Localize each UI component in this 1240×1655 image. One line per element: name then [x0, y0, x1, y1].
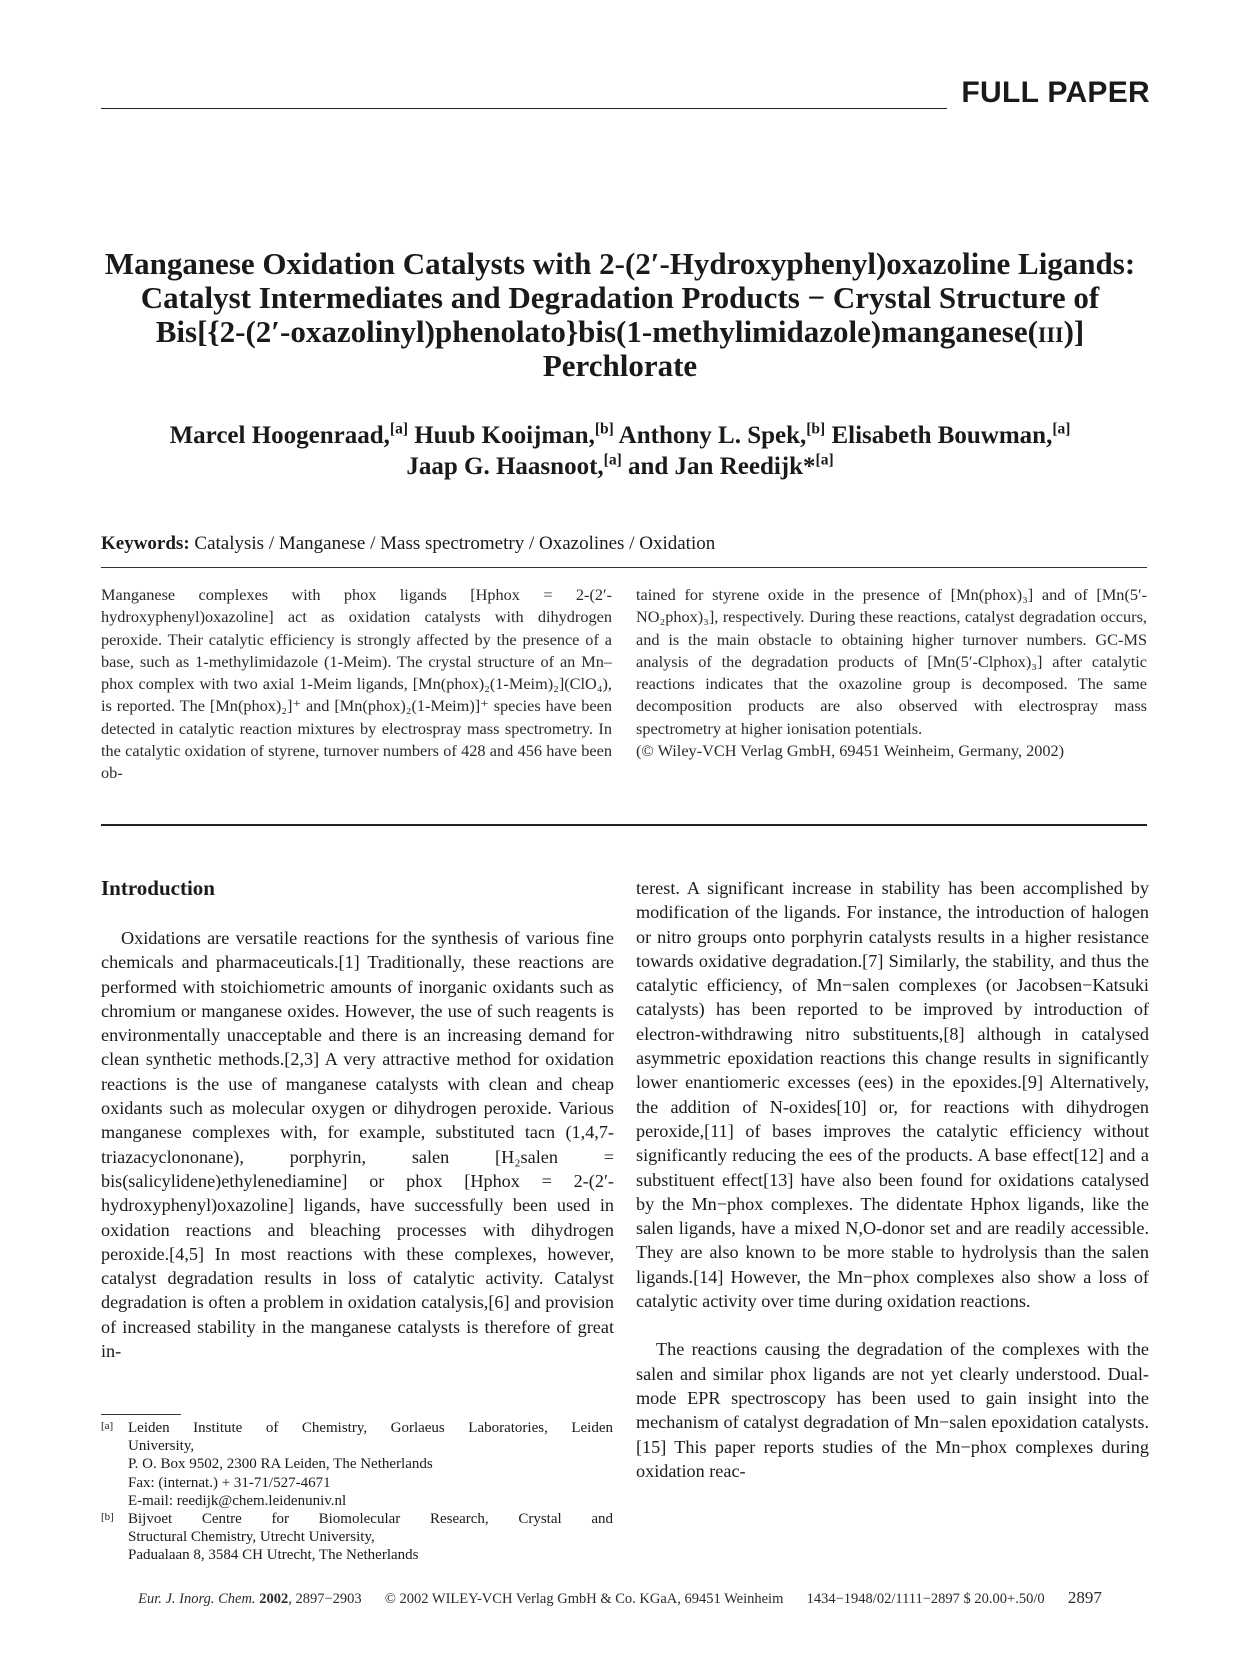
footnote-rule — [101, 1414, 181, 1415]
author-line-1 — [90, 420, 1150, 451]
author-name: Jaap G. Haasnoot, — [406, 453, 604, 480]
affiliation-mark: [a] — [603, 451, 622, 469]
abstract-copyright: (© Wiley-VCH Verlag GmbH, 69451 Weinheim, Germany, 2002) — [636, 741, 1065, 761]
title-line-2: Catalyst Intermediates and Degradation Products − Crystal Structure of — [140, 280, 1100, 315]
section-label: FULL PAPER — [961, 76, 1150, 109]
paragraph: Oxidations are versatile reactions for the synthesis of various fine chemicals and pharmaceuticals.[1] Traditionally, these reactions are performed with stoichiometric amounts of inorganic oxidants such as chromium or manganese oxides. However, the use of such reagents is environmentally unacceptable and there is an increasing demand for clean synthetic methods.[2,3] A very attractive method for oxidation reactions is the use of manganese catalysts with clean and cheap oxidants such as molecular oxygen or dihydrogen peroxide. Various manganese complexes with, for example, substituted tacn (1,4,7-triazacyclononane), porphyrin, salen [H₂salen = bis(salicylidene)ethylenediamine] or phox [Hphox = 2-(2′-hydroxyphenyl)oxazoline] ligands, have successfully been used in oxidation reactions and bleaching processes with dihydrogen peroxide.[4,5] In most reactions with these complexes, however, catalyst degradation results in loss of catalytic activity. Catalyst degradation is often a problem in oxidation catalysis,[6] and provision of increased stability in the manganese catalysts is therefore of great in- — [101, 928, 614, 1362]
abstract-text: tained for styrene oxide in the presence of [Mn(phox)₃] and of [Mn(5′-NO₂phox)₃], respectively. During these reactions, catalyst degradation occurs, and is the main obstacle to obtaining higher turnover numbers. GC-MS analysis of the degradation products of [Mn(5′-Clphox)₃] after catalytic reactions indicates that the oxazoline group is decomposed. The same decomposition products are also observed with electrospray mass spectrometry at higher ionisation potentials. — [636, 585, 1147, 738]
title-line-1: Manganese Oxidation Catalysts with 2-(2′-Hydroxyphenyl)oxazoline Ligands: — [104, 246, 1136, 281]
footnote-line: Structural Chemistry, Utrecht University, — [128, 1529, 375, 1546]
author-name: Marcel Hoogenraad, — [169, 422, 390, 449]
affiliation-mark: [a] — [815, 451, 834, 469]
section-heading: Introduction — [101, 876, 215, 900]
paragraph: The reactions causing the degradation of the complexes with the salen and similar phox ligands are not yet clearly understood. Dual-mode EPR spectroscopy has been used to gain insight into the mechanism of catalyst degradation of Mn−salen epoxidation catalysts.[15] This paper reports studies of the Mn−phox complexes during oxidation reac- — [636, 1339, 1149, 1481]
page-number: 2897 — [1067, 1588, 1102, 1607]
keywords-label: Keywords: — [101, 533, 190, 554]
affiliation-mark: [b] — [594, 420, 614, 438]
paragraph: terest. A significant increase in stability has been accomplished by modification of the ligands. For instance, the introduction of halogen or nitro groups onto porphyrin catalysts results in a higher resistance towards oxidative degradation.[7] Similarly, the stability, and thus the catalytic efficiency, of Mn−salen complexes (or Jacobsen−Katsuki catalysts) has been reported to be improved by introduction of electron-withdrawing nitro substituents,[8] although in catalysed asymmetric epoxidation reactions this change results in significantly lower enantiomeric excesses (ees) in the epoxides.[9] Alternatively, the addition of N-oxides[10] or, for reactions with dihydrogen peroxide,[11] of bases improves the catalytic efficiency without significantly reducing the ees of the products. A base effect[12] and a substituent effect[13] have also been found for oxidations catalysed by the Mn−phox complexes. The didentate Hphox ligands, like the salen ligands, have a mixed N,O-donor set and are readily accessible. They are also known to be more stable to hydrolysis than the salen ligands.[14] However, the Mn−phox complexes also show a loss of catalytic activity over time during oxidation reactions. — [636, 878, 1149, 1312]
footnote — [101, 1510, 613, 1565]
author-list — [90, 420, 1150, 482]
author-name: Anthony L. Spek, — [618, 422, 807, 449]
keywords-text: Catalysis / Manganese / Mass spectrometry / Oxazolines / Oxidation — [194, 533, 716, 554]
footnote-line: University, — [128, 1438, 195, 1455]
abstract-left-column — [101, 584, 612, 785]
journal-year: 2002 — [259, 1591, 289, 1607]
title-line-4: Perchlorate — [542, 348, 698, 383]
footnote-line: Leiden Institute of Chemistry, Gorlaeus Laboratories, Leiden — [128, 1420, 613, 1436]
affiliation-mark: [a] — [1052, 420, 1071, 438]
body-left-column — [101, 926, 614, 1363]
footnote — [101, 1419, 613, 1510]
footnote-line: P. O. Box 9502, 2300 RA Leiden, The Netherlands — [128, 1456, 433, 1473]
footnote-mark: [b] — [101, 1511, 114, 1524]
keywords — [101, 533, 715, 555]
footnote-mark: [a] — [101, 1420, 114, 1432]
affiliation-mark: [b] — [806, 420, 826, 438]
abstract-text: Manganese complexes with phox ligands [Hphox = 2-(2′-hydroxyphenyl)oxazoline] act as oxidation catalysts with dihydrogen peroxide. Their catalytic efficiency is strongly affected by the presence of a base, such as 1-methylimidazole (1-Meim). The crystal structure of an Mn–phox complex with two axial 1-Meim ligands, [Mn(phox)₂(1-Meim)₂](ClO₄), is reported. The [Mn(phox)₂]⁺ and [Mn(phox)₂(1-Meim)]⁺ species have been detected in catalytic reaction mixtures by electrospray mass spectrometry. In the catalytic oxidation of styrene, turnover numbers of 428 and 456 have been ob- — [101, 585, 612, 783]
footnote-line: Padualaan 8, 3584 CH Utrecht, The Netherlands — [128, 1547, 419, 1564]
affiliation-footnotes — [101, 1419, 613, 1565]
abstract-bottom-rule — [101, 824, 1147, 826]
author-line-2 — [90, 451, 1150, 482]
abstract-right-column — [636, 584, 1147, 762]
body-right-column — [636, 876, 1149, 1483]
author-name: Elisabeth Bouwman, — [831, 422, 1053, 449]
footnote-line: Bijvoet Centre for Biomolecular Research, Crystal and — [128, 1511, 613, 1528]
footnote-line: Fax: (internat.) + 31-71/527-4671 — [128, 1474, 331, 1491]
journal-name: Eur. J. Inorg. Chem. — [138, 1591, 256, 1607]
author-name: and Jan Reedijk* — [627, 453, 816, 480]
footer-copyright: © 2002 WILEY-VCH Verlag GmbH & Co. KGaA, 69451 Weinheim — [384, 1591, 784, 1607]
header-rule — [101, 108, 947, 109]
journal-pages: , 2897−2903 — [288, 1591, 362, 1607]
footnote-line: E-mail: reedijk@chem.leidenuniv.nl — [128, 1492, 347, 1509]
affiliation-mark: [a] — [389, 420, 408, 438]
footer-issn: 1434−1948/02/1111−2897 $ 20.00+.50/0 — [806, 1591, 1045, 1607]
author-name: Huub Kooijman, — [414, 422, 595, 449]
abstract-top-rule — [101, 567, 1147, 568]
article-title — [90, 247, 1150, 383]
title-line-3: Bis[{2-(2′-oxazolinyl)phenolato}bis(1-methylimidazole)manganese(iii)] — [155, 314, 1085, 349]
page-footer — [90, 1588, 1150, 1608]
